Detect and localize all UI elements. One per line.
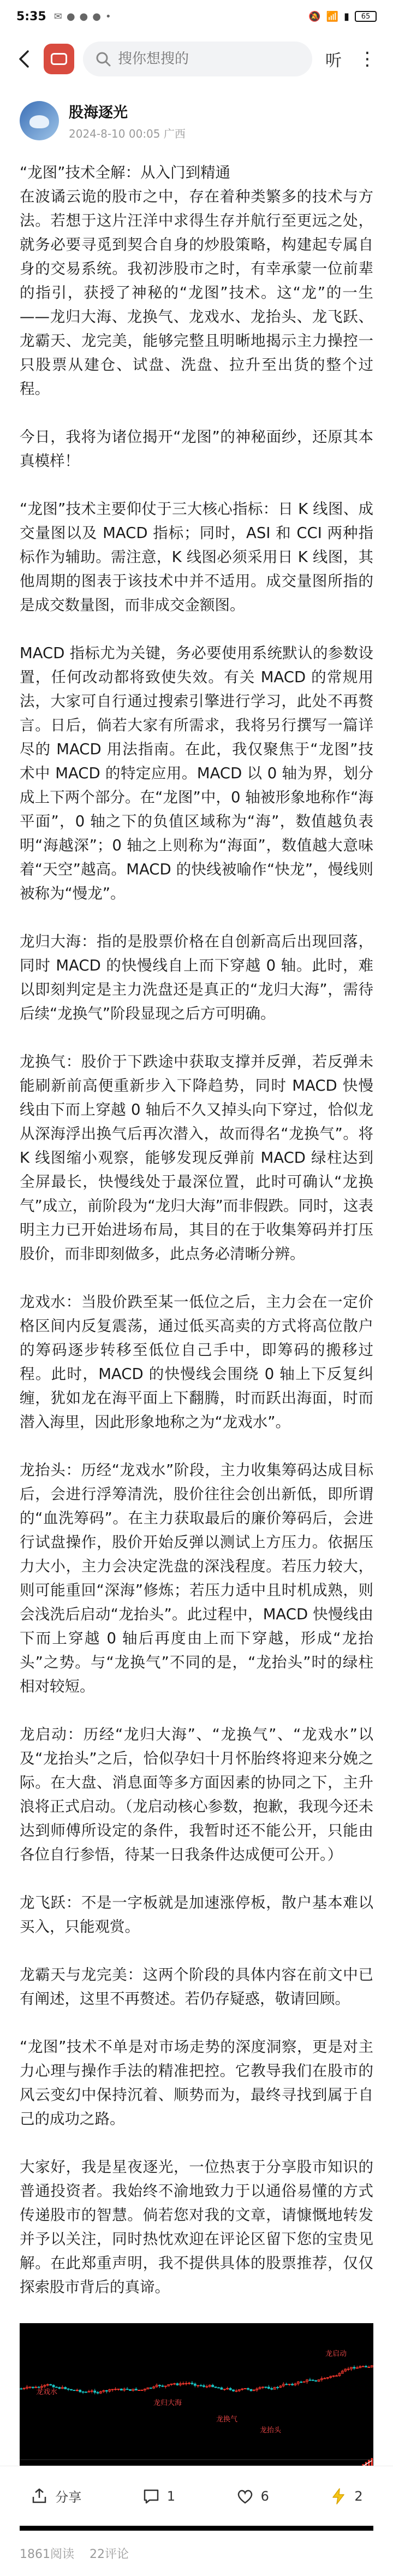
comment-icon [142,2487,160,2506]
avatar[interactable] [20,101,59,140]
comment-count: 1 [166,2488,176,2504]
candle-body [262,2387,264,2388]
article-paragraph: 龙抬头：历经“龙戏水”阶段，主力收集筹码达成目标后，会进行浮筹清洗，股价往往会创出新低，即所谓的“血洗筹码”。在主力获取最后的廉价筹码后，会进行试盘操作，股价开始反弹以测试上方压力。依据压力大小，主力会决定洗盘的深浅程度。若压力较大，则可能重回“深海”修炼；若压力适中且时机成熟，则会浅洗后启动“龙抬头”。此过程中，MACD 快慢线由下而上穿越 0 轴后再度由上而下穿越，形成“龙抬头”之势。与“龙换气”不同的是，“龙抬头”时的绿柱相对较短。 [20,1461,373,1695]
status-time: 5:35 [16,9,46,23]
view-count: 1861阅读 [20,2548,74,2561]
status-bar [0,0,393,33]
candle-body [200,2385,202,2386]
candle-body [50,2384,52,2385]
candle-body [38,2387,40,2388]
candle-body [300,2382,302,2383]
candle-body [285,2384,288,2385]
candle-body [135,2389,137,2390]
candle-body [197,2385,199,2386]
candle-body [194,2384,196,2385]
status-notification-icons [54,11,111,22]
top-nav [0,33,393,85]
candle-body [64,2388,67,2389]
candle-body [315,2380,317,2381]
candle-body [94,2391,96,2393]
share-button[interactable] [30,2486,81,2506]
like-count: 6 [260,2488,269,2504]
chart-annotation: 龙抬头 [260,2426,282,2435]
battery-icon [355,11,377,22]
search-bar[interactable] [83,42,312,76]
candle-body [70,2389,73,2390]
article-body [0,146,393,2299]
candle-body [223,2389,225,2390]
notification-icon: ✉ [53,10,62,22]
candle-body [277,2387,279,2388]
candle-body [85,2392,87,2393]
comment-total: 22评论 [90,2548,129,2561]
candle-body [203,2385,205,2386]
author-name[interactable]: 股海逐光 [69,104,128,121]
candle-body [129,2389,132,2390]
like-button[interactable] [236,2487,269,2506]
candle-body [82,2392,84,2393]
app-notification-icon: ● [66,10,75,22]
candle-body [117,2389,120,2390]
article-paragraph: 今日，我将为诸位揭开“龙图”的神秘面纱，还原其本真模样！ [20,428,373,470]
article-paragraph: 龙霸天与龙完美：这两个阶段的具体内容在前文中已有阐述，这里不再赘述。若仍存疑惑，敬请回顾。 [20,1966,373,2007]
candle-body [362,2366,364,2367]
candle-body [79,2390,81,2392]
app-notification-icon: ● [79,10,88,22]
candle-body [291,2384,294,2385]
candle-body [353,2367,355,2368]
reward-button[interactable] [329,2487,362,2506]
candle-body [324,2378,326,2379]
candle-body [111,2389,114,2390]
candle-body [265,2387,267,2388]
candle-body [115,2389,117,2390]
candle-body [267,2387,270,2389]
article-paragraph: 大家好，我是星夜逐光，一位热衷于分享股市知识的普通投资者。我始终不渝地致力于以通俗易懂的方式传递股市的智慧。倘若您对我的文章，请慷慨地转发并予以关注，同时热忱欢迎在评论区留下您的宝贵见解。在此郑重声明，我不提供具体的股票推荐，仅仅探索股市背后的真谛。 [20,2158,373,2296]
article-paragraph: MACD 指标尤为关键，务必要使用系统默认的参数设置，任何改动都将致使失效。有关 MACD 的常规用法，大家可自行通过搜索引擎进行学习，此处不再赘言。日后，倘若大家有所需求，我将另行撰写一篇详尽的 MACD 用法指南。在此，我仅聚焦于“龙图”技术中 MACD 的特定应用。MACD 以 0 轴为界，划分成上下两个部分。在“龙图”中，0 轴被形象地称作“海平面”，0 轴之下的负值区域称为“海”，数值越负表明“海越深”；0 轴之上则称为“海面”，数值越大意味着“天空”越高。MACD 的快线被喻作“快龙”，慢线则被称为“慢龙”。 [20,644,373,902]
candle-body [120,2389,122,2390]
article-paragraph: 龙换气：股价于下跌途中获取支撑并反弹，若反弹未能刷新前高便重新步入下降趋势，同时 MACD 快慢线由下而上穿越 0 轴后不久又掉头向下穿过，恰似龙从深海浮出换气后再次潜入，故而得名“龙换气”。将 K 线图缩小观察，能够发现反弹前 MACD 绿柱达到全屏最长，快慢线处于最深位置，此时可确认“龙换气”成立，前阶段为“龙归大海”而非假跌。同时，这表明主力已开始进场布局，其目的在于收集筹码并打压股价，而非即刻做多，此点务必清晰分辨。 [20,1053,373,1263]
post-timestamp-location: 2024-8-10 00:05 广西 [69,127,186,140]
candle-body [126,2389,128,2390]
candle-body [215,2387,217,2388]
article-paragraph: 龙戏水：当股价跌至某一低位之后，主力会在一定价格区间内反复震荡，通过低买高卖的方式将高位散户的筹码逐步转移至低位自己手中，即筹码的搬移过程。此时，MACD 的快慢线会围绕 0 轴上下反复纠缠，犹如龙在海平面上下翻腾，时而跃出海面，时而潜入海里，因此形象地称之为“龙戏水”。 [20,1293,373,1431]
article-paragraph: “龙图”技术全解：从入门到精通 在波谲云诡的股市之中，存在着种类繁多的技术与方法。若想于这片汪洋中求得生存并航行至更远之处，就务必要寻觅到契合自身的炒股策略，构建起专属自身的交易系统。我初涉股市之时，有幸承蒙一位前辈的指引，获授了神秘的“龙图”技术。这“龙”的一生——龙归大海、龙换气、龙戏水、龙抬头、龙飞跃、龙霸天、龙完美，能够完整且明晰地揭示主力操控一只股票从建仓、试盘、洗盘、拉升至出货的整个过程。 [20,164,373,398]
candle-body [176,2384,178,2385]
status-system-icons [308,11,377,22]
candle-body [250,2389,252,2391]
post-stats [0,2531,393,2576]
candle-body [229,2388,231,2390]
candle-body [247,2389,249,2390]
candle-body [221,2388,223,2389]
candle-body [58,2388,61,2389]
reward-count: 2 [354,2488,363,2504]
candle-body [288,2384,290,2385]
candle-body [138,2390,140,2391]
candle-body [105,2390,108,2391]
article-paragraph: 龙飞跃：不是一字板就是加速涨停板，散户基本难以买入，只能观赏。 [20,1894,373,1935]
article-paragraph: “龙图”技术主要仰仗于三大核心指标：日 K 线图、成交量图以及 MACD 指标；同时，ASI 和 CCI 两种指标作为辅助。需注意，K 线图必须采用日 K 线图，其他周期的图表于该技术中并不适用。成交量图所指的是成交数量图，而非成交金额图。 [20,500,373,614]
candle-body [73,2390,75,2391]
author-header [0,85,393,146]
candle-body [76,2390,78,2391]
article-paragraph: 龙启动：历经“龙归大海”、“龙换气”、“龙戏水”以及“龙抬头”之后，恰似孕妇十月怀胎终将迎来分娩之际。在大盘、消息面等多方面因素的协同之下，主升浪将正式启动。（龙启动核心参数，抱歉，我现今还未达到师傅所设定的条件，我暂时还不能公开，只能由各位自行参悟，待某一日我条件达成便可公开。） [20,1726,373,1863]
article-paragraph: “龙图”技术不单是对市场走势的深度洞察，更是对主力心理与操作手法的精准把控。它教导我们在股市的风云变幻中保持沉着、顺势而为，最终寻找到属于自己的成功之路。 [20,2038,373,2128]
search-icon [95,51,111,67]
candle-body [233,2390,235,2391]
candle-body [365,2366,367,2367]
chart-annotation: 龙戏水 [36,2388,58,2396]
listen-button[interactable]: 听 [325,51,342,70]
candle-body [191,2383,193,2384]
candle-body [212,2385,214,2387]
app-logo[interactable] [44,44,74,74]
mute-icon: 🔕 [308,10,321,22]
battery-level: 65 [361,12,371,21]
comment-button[interactable] [142,2487,175,2506]
lightning-icon [329,2487,348,2506]
search-input[interactable] [118,51,300,67]
share-icon [30,2487,49,2506]
back-icon[interactable] [13,48,35,70]
candle-body [52,2385,55,2387]
chart-annotation: 龙启动 [325,2350,347,2358]
candle-body [206,2386,208,2387]
app-notification-icon: ● [92,10,101,22]
bottom-action-bar [0,2466,393,2526]
chart-annotation: 龙换气 [216,2415,238,2424]
signal-icon: ▮ [344,10,349,22]
wifi-icon: 📶 [326,10,339,22]
candle-body [347,2369,349,2370]
share-label: 分享 [55,2490,82,2505]
candle-body [29,2387,31,2388]
chart-annotation: 龙归大海 [153,2399,182,2407]
more-notifications-icon: • [105,10,111,22]
candle-body [56,2387,58,2388]
candle-body [188,2383,190,2384]
candle-body [185,2383,187,2384]
article-paragraph: 龙归大海：指的是股票价格在自创新高后出现回落，同时 MACD 的快慢线自上而下穿越 0 轴。此时，难以即刻判定是主力洗盘还是真正的“龙归大海”，需待后续“龙换气”阶段显现之后方可明确。 [20,933,373,1022]
heart-icon [236,2487,254,2506]
candle-body [32,2387,34,2388]
more-options-icon[interactable]: ⋮ [358,48,377,70]
